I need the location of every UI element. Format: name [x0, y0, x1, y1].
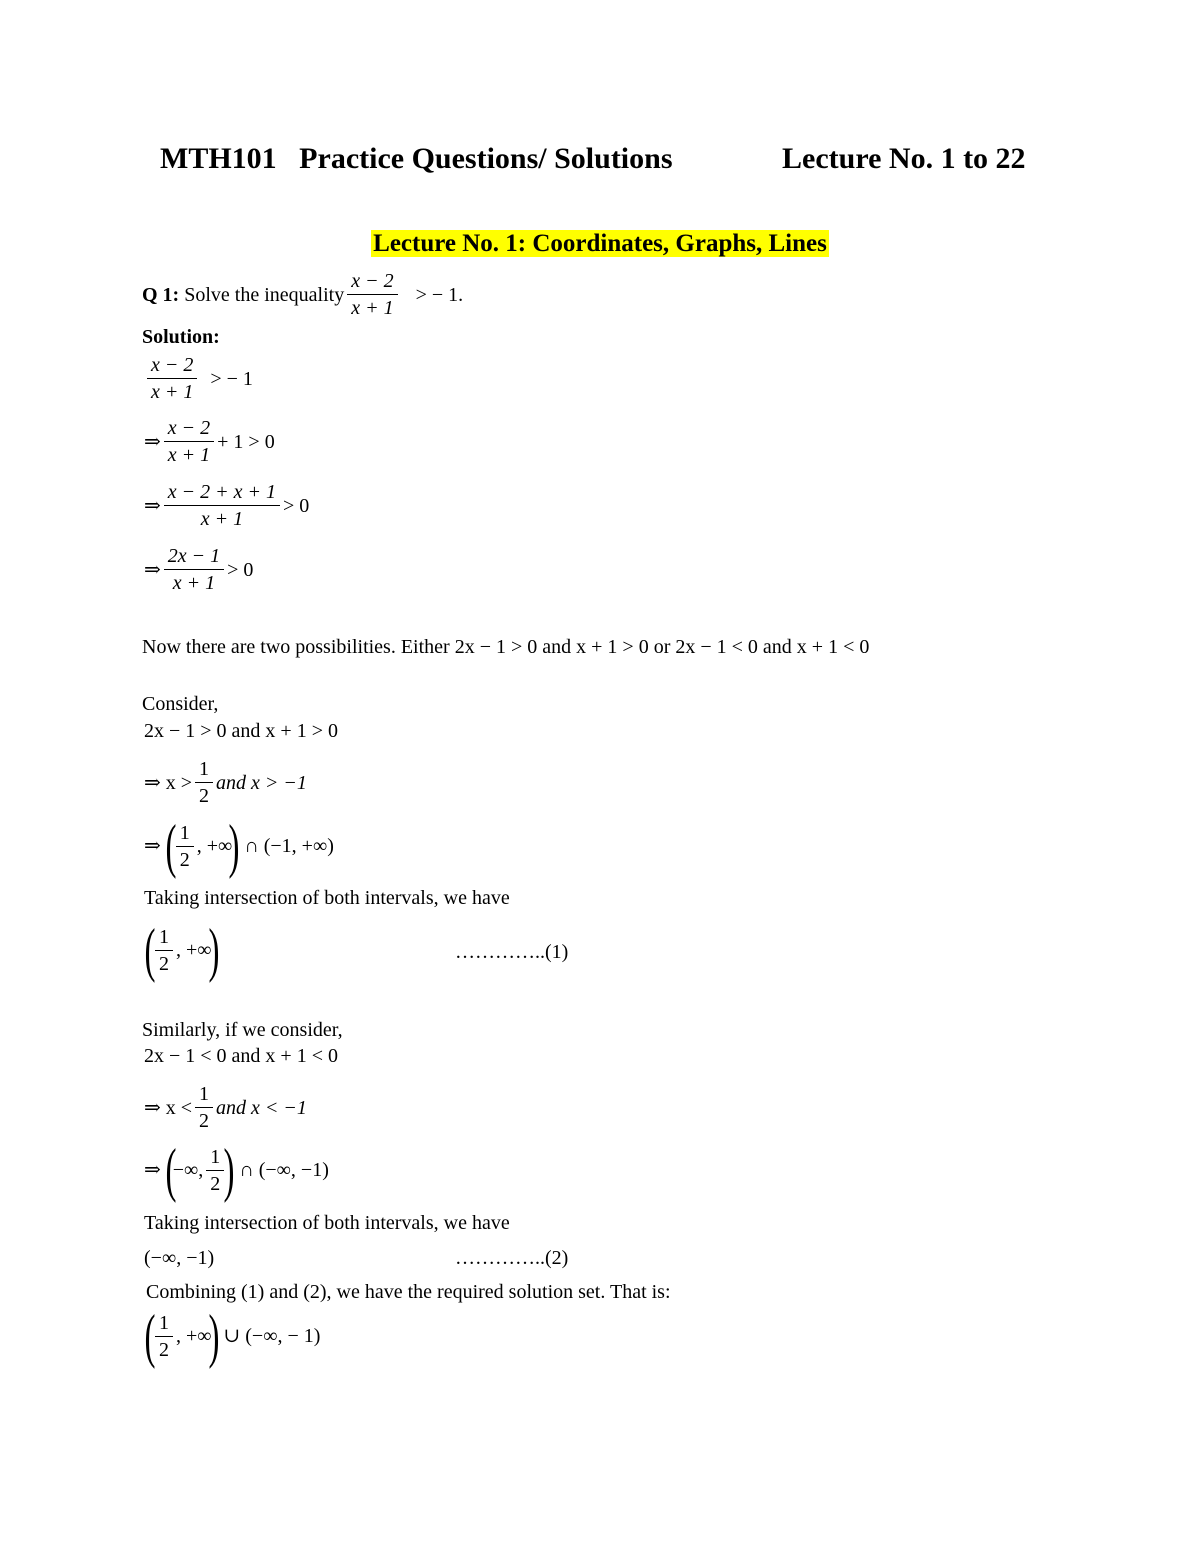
possibilities-text: Now there are two possibilities. Either 2x − 1 > 0 and x + 1 > 0 or 2x − 1 < 0 and x + 1 < 0	[142, 636, 870, 658]
fraction-denominator: x + 1	[151, 381, 194, 403]
case1-step2	[144, 813, 334, 879]
fraction-denominator: 2	[158, 952, 169, 975]
solution-step	[144, 479, 309, 532]
case2-taking-text: Taking intersection of both intervals, we have	[144, 1212, 510, 1234]
question-rhs: > − 1.	[415, 283, 464, 306]
step-fraction	[164, 543, 224, 596]
interval-bound: −∞,	[172, 1159, 204, 1181]
step-suffix: > − 1	[210, 367, 253, 390]
document-title	[160, 142, 673, 176]
fraction-denominator: x + 1	[172, 572, 216, 594]
step-prefix: ⇒	[144, 1159, 161, 1181]
lecture-range: Lecture No. 1 to 22	[782, 142, 1026, 175]
final-union: ∪ (−∞, − 1)	[223, 1325, 321, 1347]
step-suffix: and x > −1	[216, 771, 307, 794]
case2-ref: …………..(2)	[455, 1247, 569, 1269]
step-fraction	[195, 1081, 213, 1134]
fraction-numerator: 1	[155, 924, 173, 951]
fraction-numerator: 1	[195, 1081, 213, 1108]
fraction-denominator: 2	[179, 848, 190, 871]
step-suffix: > 0	[227, 558, 254, 581]
step-prefix: ⇒	[144, 558, 161, 581]
fraction-numerator: 2x − 1	[164, 543, 224, 570]
fraction-denominator: x + 1	[200, 508, 244, 530]
fraction-numerator: 1	[176, 820, 194, 847]
right-paren: )	[228, 813, 240, 879]
course-code: MTH101	[160, 142, 277, 175]
case2-condition: 2x − 1 < 0 and x + 1 < 0	[144, 1045, 338, 1067]
case1-ref: …………..(1)	[455, 941, 569, 963]
fraction-denominator: x + 1	[167, 444, 211, 466]
fraction-numerator: x − 2	[164, 415, 214, 442]
step-fraction	[176, 820, 194, 873]
left-paren: (	[144, 1303, 156, 1369]
case2-step1	[144, 1081, 307, 1134]
fraction-numerator: 1	[155, 1310, 173, 1337]
section-heading	[0, 230, 1200, 258]
fraction-denominator: x + 1	[351, 297, 394, 319]
right-paren: )	[208, 917, 220, 983]
step-fraction	[164, 479, 280, 532]
fraction-numerator: x − 2 + x + 1	[164, 479, 280, 506]
step-suffix: ∩ (−∞, −1)	[239, 1159, 329, 1181]
step-suffix: > 0	[283, 494, 310, 517]
step-fraction	[195, 756, 213, 809]
step-prefix: ⇒	[144, 494, 161, 517]
solution-step	[144, 543, 253, 596]
step-fraction	[147, 352, 197, 405]
result-fraction	[155, 924, 173, 977]
fraction-denominator: 2	[158, 1338, 169, 1361]
solution-step	[144, 415, 275, 468]
right-paren: )	[208, 1303, 220, 1369]
fraction-numerator: 1	[195, 756, 213, 783]
case1-step1	[144, 756, 307, 809]
fraction-numerator: 1	[206, 1144, 224, 1171]
step-prefix: ⇒	[144, 835, 161, 857]
fraction-denominator: 2	[199, 785, 210, 807]
section-title: Lecture No. 1: Coordinates, Graphs, Lines	[373, 230, 827, 257]
step-fraction	[206, 1144, 224, 1197]
right-paren: )	[223, 1137, 235, 1203]
left-paren: (	[144, 917, 156, 983]
document-subtitle: Practice Questions/ Solutions	[299, 142, 673, 175]
fraction-numerator: x − 2	[347, 268, 397, 295]
final-fraction	[155, 1310, 173, 1363]
fraction-denominator: 2	[199, 1110, 210, 1132]
left-paren: (	[165, 1137, 177, 1203]
combining-text: Combining (1) and (2), we have the required solution set. That is:	[146, 1281, 671, 1303]
step-prefix: ⇒ x <	[144, 1096, 193, 1119]
case2-step2	[144, 1137, 329, 1203]
step-suffix: and x < −1	[216, 1096, 307, 1119]
question-label: Q 1:	[142, 283, 180, 306]
step-prefix: ⇒	[144, 430, 161, 453]
question-1	[142, 268, 463, 321]
case1-taking-text: Taking intersection of both intervals, we have	[144, 887, 510, 909]
solution-step	[144, 352, 253, 405]
case1-result	[140, 917, 224, 983]
solution-label: Solution:	[142, 326, 220, 348]
step-fraction	[164, 415, 214, 468]
interval-bound: , +∞	[175, 939, 212, 961]
step-suffix: + 1 > 0	[217, 430, 275, 453]
left-paren: (	[165, 813, 177, 879]
case2-result: (−∞, −1)	[144, 1247, 215, 1269]
interval-bound: , +∞	[196, 835, 233, 857]
step-prefix: ⇒ x >	[144, 771, 193, 794]
case1-condition: 2x − 1 > 0 and x + 1 > 0	[144, 720, 338, 742]
interval-bound: , +∞	[175, 1325, 212, 1347]
question-fraction	[347, 268, 397, 321]
step-suffix: ∩ (−1, +∞)	[244, 835, 334, 857]
fraction-denominator: 2	[210, 1172, 221, 1195]
case2-intro: Similarly, if we consider,	[142, 1019, 343, 1041]
question-text: Solve the inequality	[184, 283, 345, 306]
fraction-numerator: x − 2	[147, 352, 197, 379]
case1-intro: Consider,	[142, 693, 219, 715]
final-answer	[140, 1303, 321, 1369]
